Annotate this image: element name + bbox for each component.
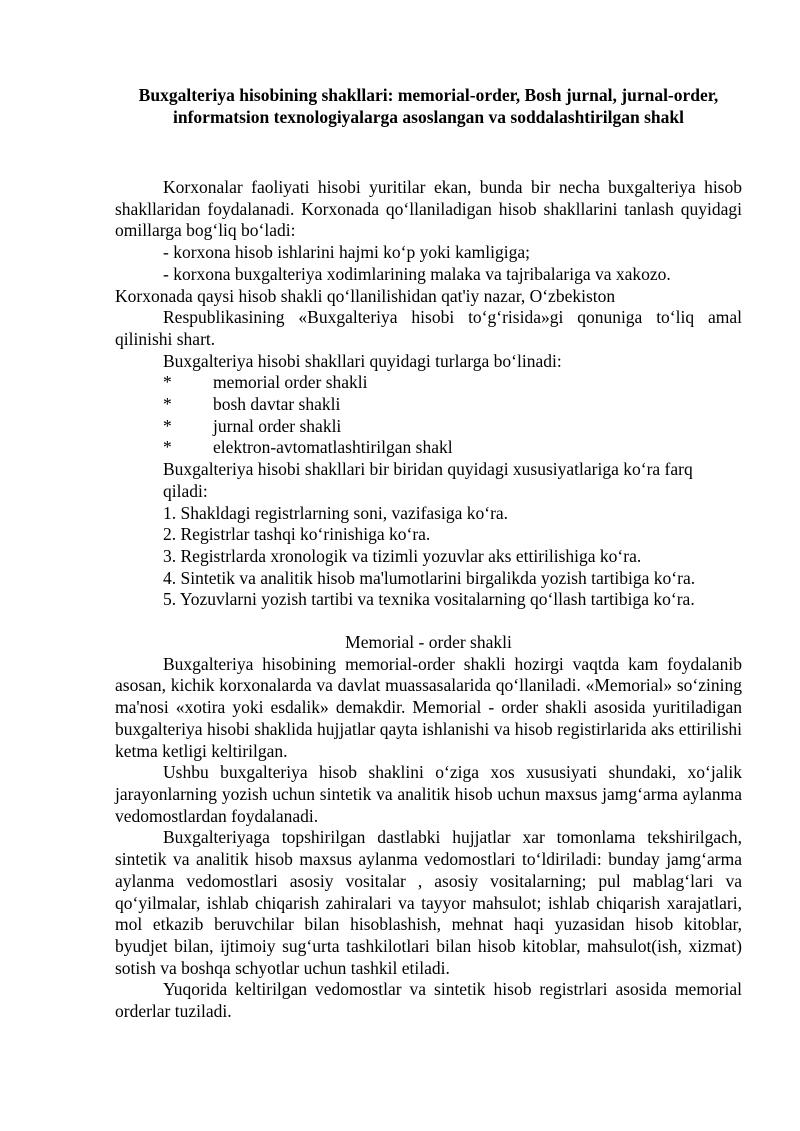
section-paragraph: Yuqorida keltirilgan vedomostlar va sintetik hisob registrlari asosida memorial orderlar tuziladi.: [115, 979, 742, 1022]
numbered-item: 2. Registrlar tashqi ko‘rinishiga ko‘ra.: [163, 524, 431, 545]
page-title: [115, 84, 742, 128]
law-paragraph: Respublikasining «Buxgalteriya hisobi to‘g‘risida»gi qonuniga to‘liq amal qilinishi shart.: [115, 307, 742, 349]
bullet-mark: *: [163, 394, 172, 415]
section-paragraph: Buxgalteriya hisobining memorial-order shakli hozirgi vaqtda kam foydalanib asosan, kichik korxonalarda va davlat muassasalarida qo‘llaniladi. «Memorial» so‘zining ma'nosi «xotira yoki esdalik» demakdir. Memorial - order shakli asosida yuritiladigan buxgalteriya hisobi shaklida hujjatlar qayta ishlanishi va hisob registirlarida aks ettirilishi ketma ketligi keltirilgan.: [115, 653, 742, 761]
numbered-item: 1. Shakldagi registrlarning soni, vazifasiga ko‘ra.: [163, 502, 509, 523]
section-paragraph: Buxgalteriyaga topshirilgan dastlabki hujjatlar xar tomonlama tekshirilgach, sintetik va analitik hisob maxsus aylanma vedomostlari to‘ldiriladi: bunday jamg‘arma aylanma vedomostlari asosiy vositalar , asosiy vositalarning; pul mablag‘lari va qo‘yilmalar, ishlab chiqarish zahiralari va tayyor mahsulot; ishlab chiqarish xarajatlari, mol etkazib beruvchilar bilan hisoblashish, mehnat haqi yuzasidan hisob kitoblar, byudjet bilan, ijtimoiy sug‘urta tashkilotlari bilan hisob kitoblar, mahsulot(ish, xizmat) sotish va boshqa schyotlar uchun tashkil etiladi.: [115, 827, 742, 978]
intro-paragraph: Korxonalar faoliyati hisobi yuritilar ekan, bunda bir necha buxgalteriya hisob shakllaridan foydalanadi. Korxonada qo‘llaniladigan hisob shakllarini tanlash quyidagi omillarga bog‘liq bo‘ladi:: [115, 177, 742, 241]
list-item-form: [115, 394, 742, 416]
title-line-2: informatsion texnologiyalarga asoslangan va soddalashtirilgan shakl: [173, 107, 684, 127]
forms-intro: Buxgalteriya hisobi shakllari quyidagi turlarga bo‘linadi:: [163, 350, 562, 371]
list-item-text: bosh davtar shakli: [213, 394, 341, 415]
document-body: [115, 177, 742, 1023]
numbered-item: 4. Sintetik va analitik hisob ma'lumotlarini birgalikda yozish tartibiga ko‘ra.: [163, 567, 696, 588]
differences-intro: [115, 459, 742, 502]
differences-intro-line-2: qiladi:: [163, 480, 208, 501]
list-item-form: [115, 372, 742, 394]
dash-item-1: - korxona hisob ishlarini hajmi ko‘p yoki kamligiga;: [163, 242, 530, 263]
numbered-item: 3. Registrlarda xronologik va tizimli yozuvlar aks ettirilishiga ko‘ra.: [163, 545, 642, 566]
numbered-item: 5. Yozuvlarni yozish tartibi va texnika vositalarning qo‘llash tartibiga ko‘ra.: [163, 589, 695, 610]
bullet-mark: *: [163, 437, 172, 458]
dash-item-2: [115, 264, 742, 286]
list-item-form: [115, 437, 742, 459]
section-paragraph: Ushbu buxgalteriya hisob shaklini o‘ziga xos xususiyati shundaki, xo‘jalik jarayonlarning yozish uchun sintetik va analitik hisob uchun maxsus jamg‘arma aylanma vedomostlardan foydalanadi.: [115, 762, 742, 826]
list-item-form: [115, 416, 742, 438]
differences-intro-line-1: Buxgalteriya hisobi shakllari bir biridan quyidagi xususiyatlariga ko‘ra farq: [163, 459, 693, 480]
list-item-text: jurnal order shakli: [213, 415, 342, 436]
dash-item-2-line: - korxona buxgalteriya xodimlarining malaka va tajribalariga va xakozo.: [163, 263, 671, 284]
list-item-text: elektron-avtomatlashtirilgan shakl: [213, 437, 453, 458]
title-line-1: Buxgalteriya hisobining shakllari: memorial-order, Bosh jurnal, jurnal-order,: [138, 85, 719, 105]
bullet-mark: *: [163, 372, 172, 393]
document-page: [115, 84, 742, 1023]
list-item-text: memorial order shakli: [213, 372, 368, 393]
dash-item-2-continuation: Korxonada qaysi hisob shakli qo‘llanilishidan qat'iy nazar, O‘zbekiston: [115, 285, 616, 306]
bullet-mark: *: [163, 415, 172, 436]
section-title: Memorial - order shakli: [345, 632, 512, 653]
